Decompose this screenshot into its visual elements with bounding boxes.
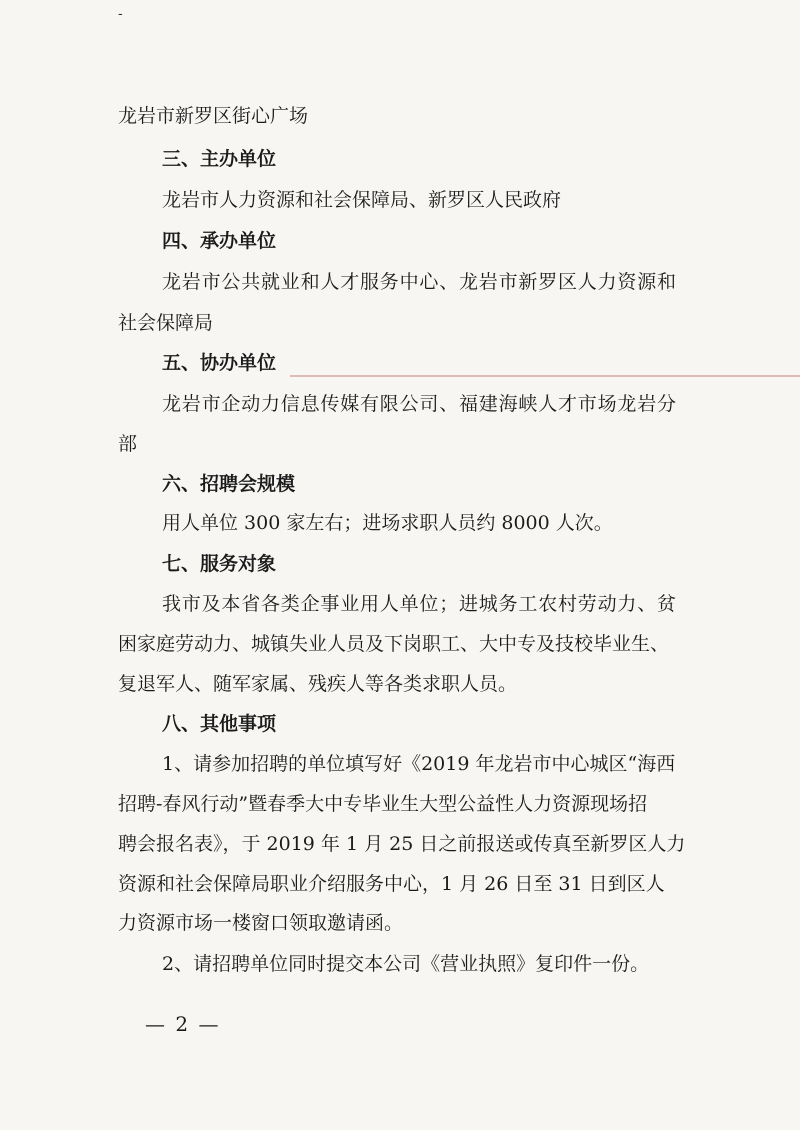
other-item-2-text: 2、请招聘单位同时提交本公司《营业执照》复印件一份。 (162, 953, 650, 975)
scale-text: 用人单位 300 家左右；进场求职人员约 8000 人次。 (162, 512, 613, 534)
section-heading-undertaker: 四、承办单位 (162, 230, 277, 252)
venue-text: 龙岩市新罗区街心广场 (118, 105, 309, 127)
bleed-through-rule (290, 375, 800, 377)
section-heading-co-organizer: 五、协办单位 (162, 352, 277, 374)
co-organizer-text-line-2: 部 (118, 433, 138, 455)
other-item-1-line-2: 招聘-春风行动”暨春季大中专毕业生大型公益性人力资源现场招 (118, 793, 648, 815)
section-heading-scale: 六、招聘会规模 (162, 473, 296, 495)
other-item-1-line-4: 资源和社会保障局职业介绍服务中心，1 月 26 日至 31 日到区人 (118, 873, 665, 895)
audience-text-line-1: 我市及本省各类企事业用人单位；进城务工农村劳动力、贫 (162, 593, 677, 615)
organizer-text: 龙岩市人力资源和社会保障局、新罗区人民政府 (162, 189, 562, 211)
co-organizer-text-line-1: 龙岩市企动力信息传媒有限公司、福建海峡人才市场龙岩分 (162, 393, 677, 415)
page-number: — 2 — (145, 1012, 221, 1036)
top-mark: - (118, 6, 125, 22)
section-heading-organizer: 三、主办单位 (162, 148, 277, 170)
section-heading-audience: 七、服务对象 (162, 553, 277, 575)
audience-text-line-3: 复退军人、随军家属、残疾人等各类求职人员。 (118, 673, 518, 695)
undertaker-text-line-1: 龙岩市公共就业和人才服务中心、龙岩市新罗区人力资源和 (162, 271, 677, 293)
section-heading-other: 八、其他事项 (162, 713, 277, 735)
other-item-1-line-1: 1、请参加招聘的单位填写好《2019 年龙岩市中心城区“海西 (162, 753, 676, 775)
audience-text-line-2: 困家庭劳动力、城镇失业人员及下岗职工、大中专及技校毕业生、 (118, 633, 670, 655)
other-item-1-line-5: 力资源市场一楼窗口领取邀请函。 (118, 912, 404, 934)
undertaker-text-line-2: 社会保障局 (118, 312, 214, 334)
other-item-1-line-3: 聘会报名表》，于 2019 年 1 月 25 日之前报送或传真至新罗区人力 (118, 833, 686, 855)
